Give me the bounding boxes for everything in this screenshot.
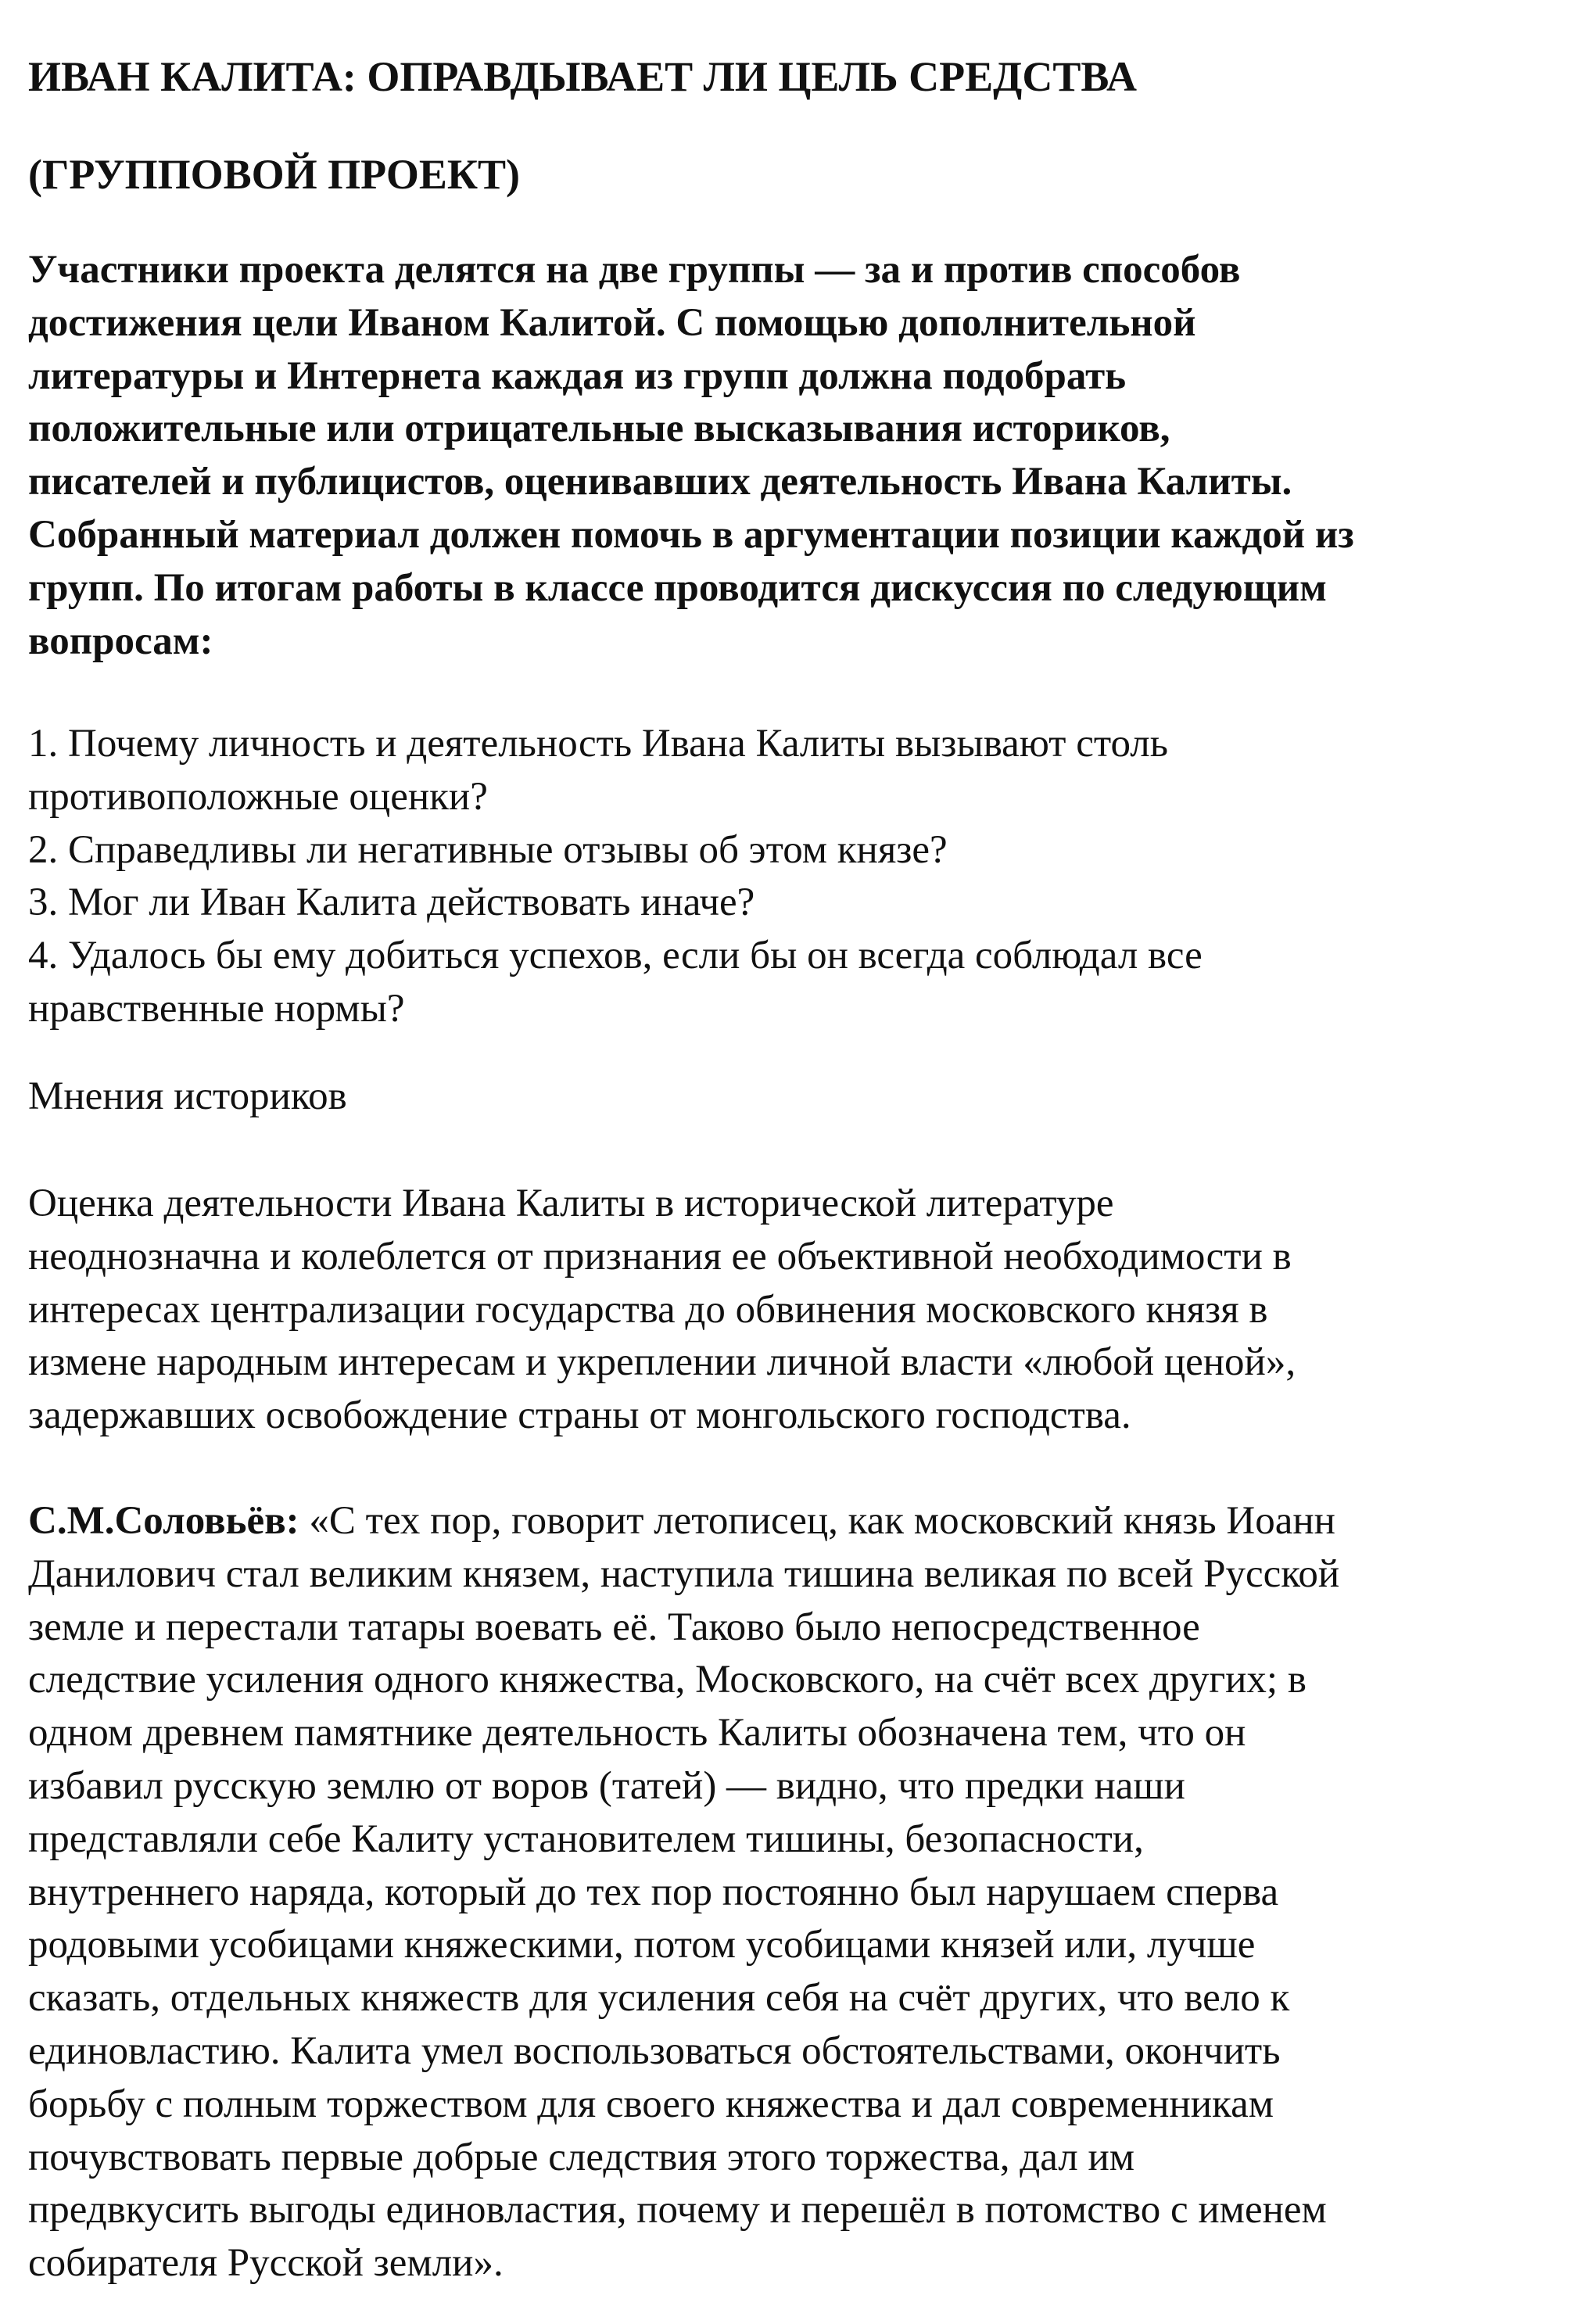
- assessment-line: неоднозначна и колеблется от признания ее объективной необходимости в: [28, 1234, 1292, 1279]
- question-line: 1. Почему личность и деятельность Ивана Калиты вызывают столь: [28, 722, 1169, 766]
- question-line: 2. Справедливы ли негативные отзывы об этом князе?: [28, 827, 948, 872]
- intro-line: писателей и публицистов, оценивавших деятельность Ивана Калиты.: [28, 460, 1292, 504]
- quote-line: земле и перестали татары воевать её. Таково было непосредственное: [28, 1605, 1200, 1649]
- quote-line: представляли себе Калиту установителем тишины, безопасности,: [28, 1817, 1144, 1861]
- quote-line: борьбу с полным торжеством для своего княжества и дал современникам: [28, 2082, 1274, 2126]
- project-intro: [28, 244, 1570, 668]
- intro-line: вопросам:: [28, 619, 213, 663]
- quote-line: предвкусить выгоды единовластия, почему и перешёл в потомство с именем: [28, 2188, 1327, 2233]
- quote-author: С.М.Соловьёв:: [28, 1499, 299, 1543]
- section-heading: Мнения историков: [28, 1074, 347, 1118]
- project-subtitle: (ГРУППОВОЙ ПРОЕКТ): [28, 151, 520, 198]
- historical-assessment: [28, 1178, 1296, 1443]
- quote-line: следствие усиления одного княжества, Московского, на счёт всех других; в: [28, 1658, 1307, 1702]
- quote-line: внутреннего наряда, который до тех пор постоянно был нарушаем сперва: [28, 1870, 1279, 1914]
- quote-opening: «С тех пор, говорит летописец, как московский князь Иоанн: [299, 1499, 1335, 1543]
- soloviev-quote: [28, 1495, 1339, 2290]
- quote-line: сказать, отдельных княжеств для усиления себя на счёт других, что вело к: [28, 1976, 1290, 2021]
- intro-line: литературы и Интернета каждая из групп должна подобрать: [28, 353, 1127, 398]
- intro-line: групп. По итогам работы в классе проводится дискуссия по следующим: [28, 565, 1327, 610]
- quote-line: избавил русскую землю от воров (татей) — видно, что предки наши: [28, 1763, 1185, 1808]
- question-line: противоположные оценки?: [28, 774, 488, 819]
- quote-line: родовыми усобицами княжескими, потом усобицами князей или, лучше: [28, 1923, 1256, 1967]
- assessment-line: Оценка деятельности Ивана Калиты в исторической литературе: [28, 1182, 1114, 1225]
- quote-line: почувствовать первые добрые следствия этого торжества, дал им: [28, 2135, 1135, 2179]
- quote-line: Данилович стал великим князем, наступила тишина великая по всей Русской: [28, 1551, 1340, 1596]
- assessment-line: измене народным интересам и укреплении личной власти «любой ценой»,: [28, 1340, 1296, 1385]
- intro-line: Участники проекта делятся на две группы — за и против способов: [28, 248, 1241, 292]
- question-line: нравственные нормы?: [28, 986, 405, 1031]
- question-line: 4. Удалось бы ему добиться успехов, если бы он всегда соблюдал все: [28, 934, 1203, 978]
- quote-line: одном древнем памятнике деятельность Калиты обозначена тем, что он: [28, 1711, 1246, 1756]
- intro-line: положительные или отрицательные высказывания историков,: [28, 407, 1170, 451]
- intro-line: достижения цели Иваном Калитой. С помощью дополнительной: [28, 300, 1196, 345]
- intro-line: Собранный материал должен помочь в аргументации позиции каждой из: [28, 512, 1354, 557]
- quote-line: собирателя Русской земли».: [28, 2241, 504, 2286]
- discussion-questions: [28, 718, 1203, 1036]
- assessment-line: задержавших освобождение страны от монгольского господства.: [28, 1393, 1131, 1438]
- quote-line: единовластию. Калита умел воспользоваться обстоятельствами, окончить: [28, 2028, 1281, 2073]
- project-title: ИВАН КАЛИТА: ОПРАВДЫВАЕТ ЛИ ЦЕЛЬ СРЕДСТВА: [28, 53, 1137, 100]
- question-line: 3. Мог ли Иван Калита действовать иначе?: [28, 880, 755, 925]
- quote-first-line: [28, 1495, 1339, 1548]
- assessment-line: интересах централизации государства до обвинения московского князя в: [28, 1287, 1268, 1332]
